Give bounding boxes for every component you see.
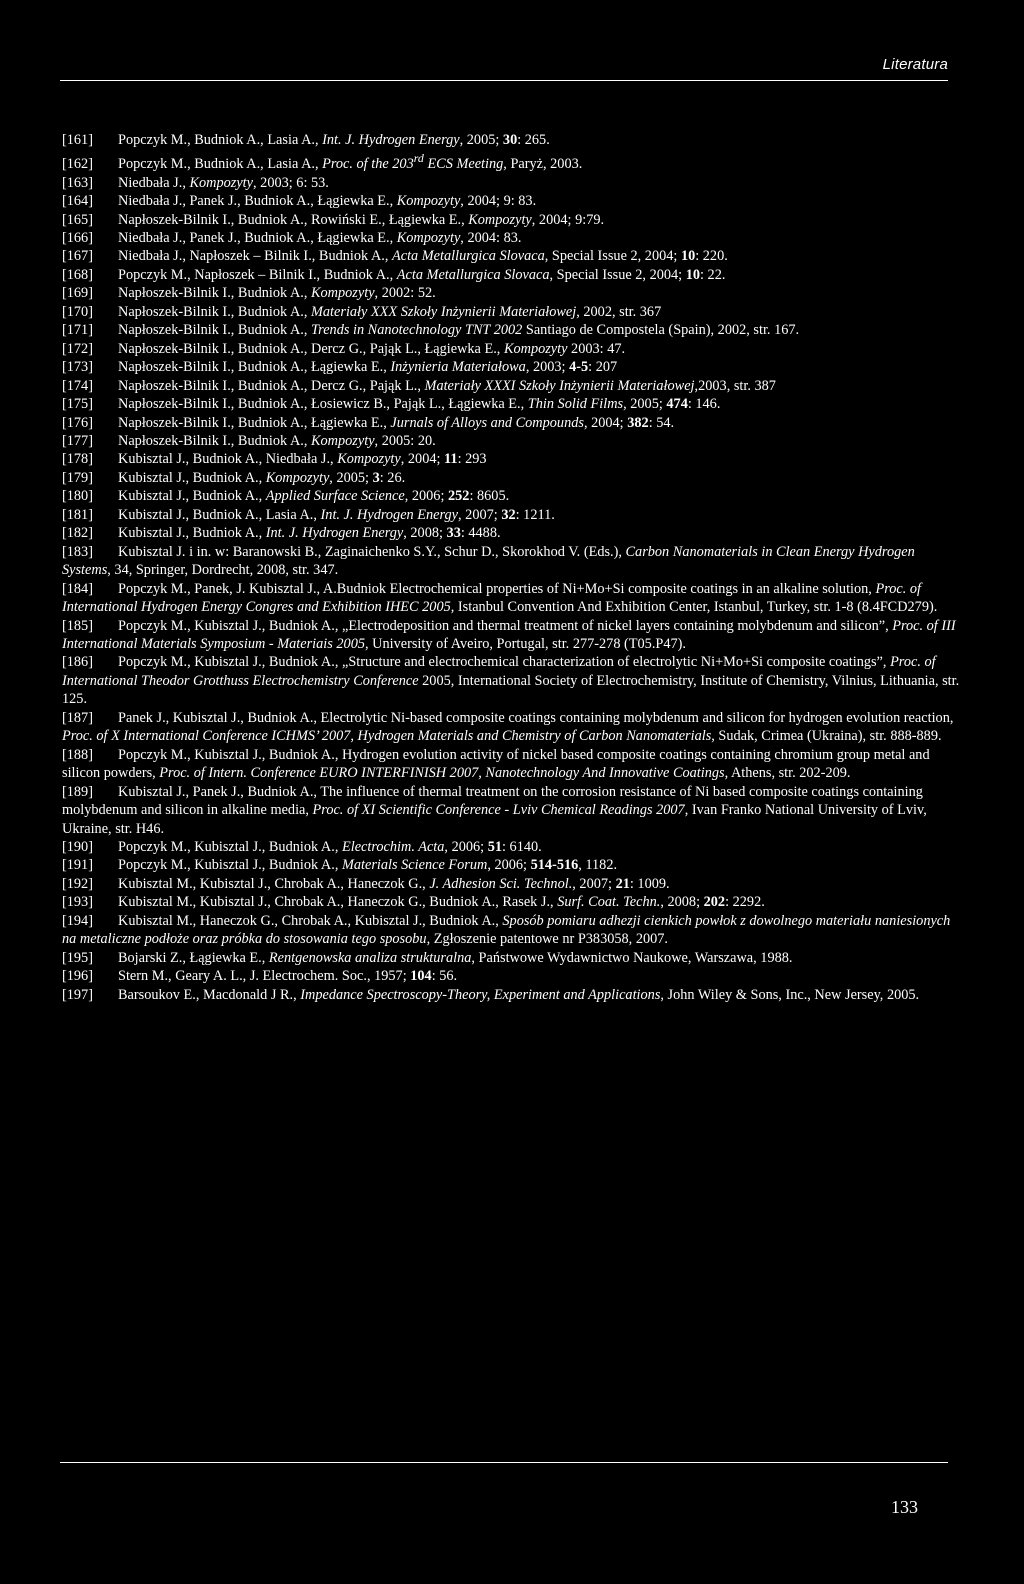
reference-text: Panek J., Kubisztal J., Budniok A., Electrolytic Ni-based composite coatings containing molybdenum and silicon for hydrogen evolution reaction, Proc. of X International Conference ICHMS’ 2007, Hydrogen Materials and Chemistry of Carbon Nanomaterials, Sudak, Crimea (Ukraina), str. 888-889. <box>62 709 954 745</box>
reference-item <box>62 358 966 376</box>
reference-item <box>62 524 966 542</box>
reference-item <box>62 912 966 949</box>
reference-number: [182] <box>62 525 93 542</box>
reference-item <box>62 783 966 838</box>
reference-text: Popczyk M., Kubisztal J., Budniok A., Hydrogen evolution activity of nickel based composite coatings containing chromium group metal and silicon powders, Proc. of Intern. Conference EURO INTERFINISH 2007, Nanotechnology And Innovative Coatings, Athens, str. 202-209. <box>62 746 930 782</box>
reference-text: Napłoszek-Bilnik I., Budniok A., Dercz G., Pająk L., Łągiewka E., Kompozyty 2003: 47. <box>118 340 626 357</box>
header-divider <box>60 80 948 81</box>
reference-text: Napłoszek-Bilnik I., Budniok A., Kompozyty, 2005: 20. <box>118 433 436 450</box>
reference-text: Napłoszek-Bilnik I., Budniok A., Rowiński E., Łągiewka E., Kompozyty, 2004; 9:79. <box>118 211 605 228</box>
reference-text: Popczyk M., Kubisztal J., Budniok A., „Structure and electrochemical characterization of electrolytic Ni+Mo+Si composite coatings”, Proc. of International Theodor Grotthuss Electrochemistry Conference 2005, International Society of Electrochemistry, Institute of Chemistry, Vilnius, Lithuania, str. 125. <box>62 654 960 708</box>
reference-item <box>62 149 966 173</box>
reference-number: [188] <box>62 746 93 763</box>
reference-number: [172] <box>62 340 93 357</box>
reference-item <box>62 838 966 856</box>
reference-item <box>62 414 966 432</box>
reference-item <box>62 469 966 487</box>
reference-number: [167] <box>62 248 93 265</box>
reference-item <box>62 893 966 911</box>
reference-number: [192] <box>62 875 93 892</box>
reference-item <box>62 229 966 247</box>
reference-text: Stern M., Geary A. L., J. Electrochem. Soc., 1957; 104: 56. <box>118 968 458 985</box>
reference-item <box>62 856 966 874</box>
reference-text: Kubisztal J., Budniok A., Kompozyty, 2005; 3: 26. <box>118 469 406 486</box>
reference-number: [176] <box>62 414 93 431</box>
reference-item <box>62 321 966 339</box>
reference-number: [193] <box>62 894 93 911</box>
reference-item <box>62 340 966 358</box>
reference-item <box>62 266 966 284</box>
reference-number: [179] <box>62 469 93 486</box>
reference-text: Kubisztal J., Budniok A., Applied Surface Science, 2006; 252: 8605. <box>118 488 510 505</box>
reference-text: Kubisztal M., Kubisztal J., Chrobak A., Haneczok G., Budniok A., Rasek J., Surf. Coat. Techn., 2008; 202: 2292. <box>118 894 765 911</box>
reference-number: [168] <box>62 266 93 283</box>
reference-item <box>62 192 966 210</box>
reference-number: [173] <box>62 359 93 376</box>
reference-text: Napłoszek-Bilnik I., Budniok A., Trends in Nanotechnology TNT 2002 Santiago de Compostela (Spain), 2002, str. 167. <box>118 322 800 339</box>
reference-item <box>62 247 966 265</box>
reference-number: [166] <box>62 230 93 247</box>
reference-number: [196] <box>62 968 93 985</box>
reference-number: [194] <box>62 912 93 929</box>
reference-text: Kubisztal M., Haneczok G., Chrobak A., Kubisztal J., Budniok A., Sposób pomiaru adhezji cienkich powłok z dowolnego materiału naniesionych na metaliczne podłoże oraz próbka do stosowania tego sposobu, Zgłoszenie patentowe nr P383058, 2007. <box>62 912 951 948</box>
reference-number: [174] <box>62 377 93 394</box>
reference-text: Kubisztal J., Budniok A., Niedbała J., Kompozyty, 2004; 11: 293 <box>118 451 487 468</box>
reference-text: Bojarski Z., Łągiewka E., Rentgenowska analiza strukturalna, Państwowe Wydawnictwo Naukowe, Warszawa, 1988. <box>118 949 793 966</box>
reference-text: Niedbała J., Kompozyty, 2003; 6: 53. <box>118 174 329 191</box>
reference-item <box>62 875 966 893</box>
reference-number: [190] <box>62 838 93 855</box>
reference-item <box>62 174 966 192</box>
reference-number: [189] <box>62 783 93 800</box>
reference-number: [180] <box>62 488 93 505</box>
reference-text: Napłoszek-Bilnik I., Budniok A., Łągiewka E., Jurnals of Alloys and Compounds, 2004; 382: 54. <box>118 414 675 431</box>
reference-item <box>62 395 966 413</box>
reference-item <box>62 543 966 580</box>
reference-number: [195] <box>62 949 93 966</box>
reference-number: [163] <box>62 174 93 191</box>
reference-list <box>62 131 966 1004</box>
reference-item <box>62 432 966 450</box>
reference-number: [175] <box>62 396 93 413</box>
reference-text: Popczyk M., Budniok A., Lasia A., Proc. of the 203rd ECS Meeting, Paryż, 2003. <box>118 151 583 173</box>
reference-item <box>62 450 966 468</box>
reference-text: Napłoszek-Bilnik I., Budniok A., Łągiewka E., Inżynieria Materiałowa, 2003; 4-5: 207 <box>118 359 618 376</box>
reference-item <box>62 653 966 708</box>
reference-text: Popczyk M., Napłoszek – Bilnik I., Budniok A., Acta Metallurgica Slovaca, Special Issue 2, 2004; 10: 22. <box>118 266 726 283</box>
reference-number: [177] <box>62 433 93 450</box>
footer-divider <box>60 1462 948 1463</box>
running-header: Literatura <box>882 56 948 73</box>
reference-text: Barsoukov E., Macdonald J R., Impedance Spectroscopy-Theory, Experiment and Applications, John Wiley & Sons, Inc., New Jersey, 2005. <box>118 986 920 1003</box>
reference-text: Popczyk M., Kubisztal J., Budniok A., Electrochim. Acta, 2006; 51: 6140. <box>118 838 542 855</box>
reference-number: [184] <box>62 580 93 597</box>
reference-text: Popczyk M., Budniok A., Lasia A., Int. J. Hydrogen Energy, 2005; 30: 265. <box>118 132 550 148</box>
reference-text: Napłoszek-Bilnik I., Budniok A., Kompozyty, 2002: 52. <box>118 285 436 302</box>
reference-text: Kubisztal J., Panek J., Budniok A., The influence of thermal treatment on the corrosion resistance of Ni based composite coatings containing molybdenum and silicon in alkaline media, Proc. of XI Scientific Conference - Lviv Chemical Readings 2007, Ivan Franko National University of Lviv, Ukraine, str. H46. <box>62 783 927 837</box>
reference-text: Kubisztal M., Kubisztal J., Chrobak A., Haneczok G., J. Adhesion Sci. Technol., 2007; 21: 1009. <box>118 875 670 892</box>
reference-number: [164] <box>62 193 93 210</box>
reference-number: [161] <box>62 132 93 148</box>
reference-number: [165] <box>62 211 93 228</box>
reference-text: Kubisztal J., Budniok A., Int. J. Hydrogen Energy, 2008; 33: 4488. <box>118 525 501 542</box>
reference-item <box>62 967 966 985</box>
reference-number: [187] <box>62 709 93 726</box>
reference-number: [178] <box>62 451 93 468</box>
reference-item <box>62 949 966 967</box>
reference-text: Napłoszek-Bilnik I., Budniok A., Dercz G., Pająk L., Materiały XXXI Szkoły Inżynierii Materiałowej,2003, str. 387 <box>118 377 776 394</box>
reference-number: [162] <box>62 156 93 173</box>
reference-item <box>62 303 966 321</box>
reference-number: [191] <box>62 857 93 874</box>
page-number: 133 <box>891 1497 918 1517</box>
reference-text: Napłoszek-Bilnik I., Budniok A., Materiały XXX Szkoły Inżynierii Materiałowej, 2002, str. 367 <box>118 303 662 320</box>
reference-text: Niedbała J., Panek J., Budniok A., Łągiewka E., Kompozyty, 2004; 9: 83. <box>118 193 537 210</box>
reference-text: Napłoszek-Bilnik I., Budniok A., Łosiewicz B., Pająk L., Łągiewka E., Thin Solid Films, 2005; 474: 146. <box>118 396 721 413</box>
reference-text: Popczyk M., Panek, J. Kubisztal J., A.Budniok Electrochemical properties of Ni+Mo+Si composite coatings in an alkaline solution, Proc. of International Hydrogen Energy Congres and Exhibition IHEC 2005, Istanbul Convention And Exhibition Center, Istanbul, Turkey, str. 1-8 (8.4FCD279). <box>62 580 938 616</box>
reference-text: Niedbała J., Napłoszek – Bilnik I., Budniok A., Acta Metallurgica Slovaca, Special Issue 2, 2004; 10: 220. <box>118 248 728 265</box>
reference-number: [183] <box>62 543 93 560</box>
reference-text: Niedbała J., Panek J., Budniok A., Łągiewka E., Kompozyty, 2004: 83. <box>118 230 522 247</box>
reference-text: Kubisztal J., Budniok A., Lasia A., Int. J. Hydrogen Energy, 2007; 32: 1211. <box>118 506 555 523</box>
reference-item <box>62 506 966 524</box>
reference-item <box>62 617 966 654</box>
reference-item <box>62 709 966 746</box>
reference-number: [169] <box>62 285 93 302</box>
reference-item <box>62 211 966 229</box>
reference-number: [197] <box>62 986 93 1003</box>
reference-item <box>62 746 966 783</box>
reference-item <box>62 377 966 395</box>
reference-number: [171] <box>62 322 93 339</box>
reference-item <box>62 986 966 1004</box>
reference-item <box>62 580 966 617</box>
reference-text: Popczyk M., Kubisztal J., Budniok A., „Electrodeposition and thermal treatment of nickel layers containing molybdenum and silicon”, Proc. of III International Materials Symposium - Materiais 2005, University of Aveiro, Portugal, str. 277-278 (T05.P47). <box>62 617 956 652</box>
reference-item <box>62 284 966 302</box>
reference-text: Kubisztal J. i in. w: Baranowski B., Zaginaichenko S.Y., Schur D., Skorokhod V. (Eds.), Carbon Nanomaterials in Clean Energy Hydrogen Systems, 34, Springer, Dordrecht, 2008, str. 347. <box>62 543 915 579</box>
reference-text: Popczyk M., Kubisztal J., Budniok A., Materials Science Forum, 2006; 514-516, 1182. <box>118 857 618 874</box>
reference-item <box>62 131 966 149</box>
reference-number: [181] <box>62 506 93 523</box>
reference-item <box>62 487 966 505</box>
reference-number: [186] <box>62 654 93 671</box>
reference-number: [185] <box>62 617 93 634</box>
reference-number: [170] <box>62 303 93 320</box>
